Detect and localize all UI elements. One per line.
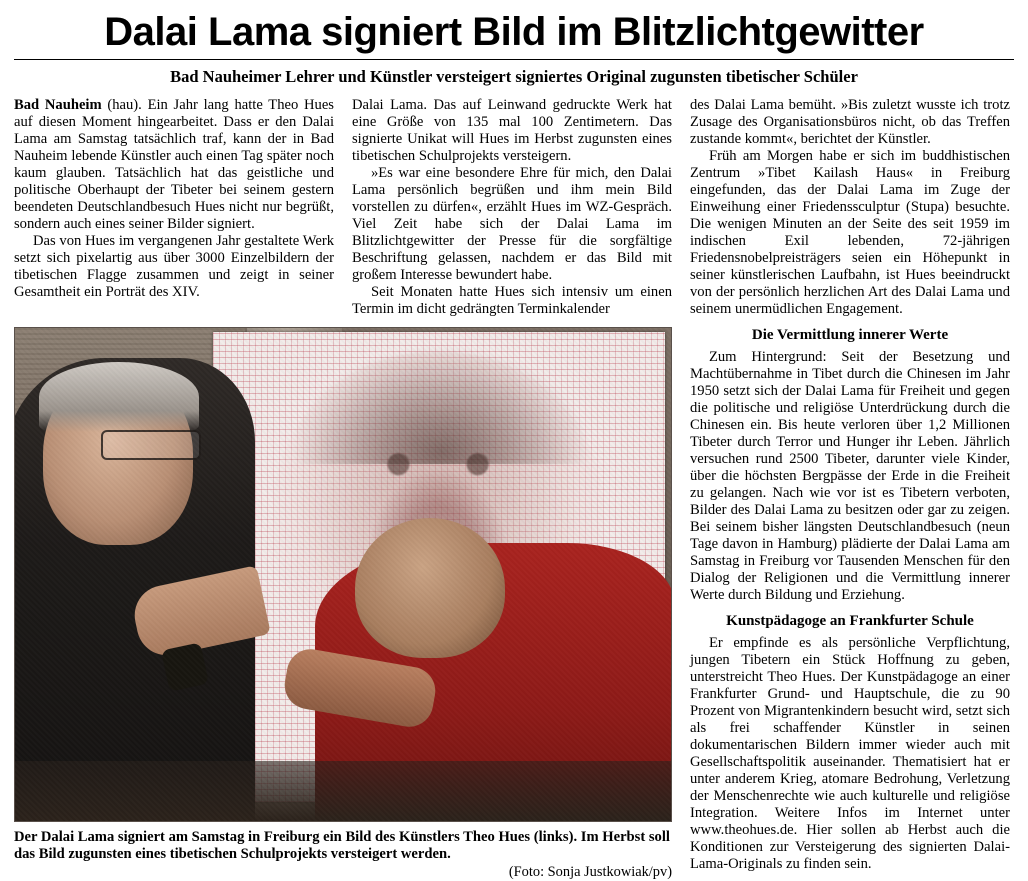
dateline-source: (hau). [107,96,142,113]
left-block [14,97,672,881]
photo-grain [15,328,671,821]
paragraph: Dalai Lama. Das auf Leinwand gedruckte Werk hat eine Größe von 135 mal 100 Zentimetern. Das signierte Unikat will Hues im Herbst zugunsten eines tibetischen Schulprojekts versteigern. [352,96,672,164]
paragraph: Früh am Morgen habe er sich im buddhistischen Zentrum »Tibet Kailash Haus« in Freiburg eingefunden, das der Dalai Lama im Zuge der Einweihung einer Friedenssculptur (Stupa) besuchte. Die wenigen Minuten an der Seite des seit 1959 im indischen Exil lebenden, 72-jährigen Friedensnobelpreisträgers seien ein Höhepunkt in seiner künstlerischen Laufbahn, ist Hues beeindruckt von der persönlich herzlichen Art des Dalai Lama und seinem unermüdlichen Engagement. [690,147,1010,317]
paragraph-text: Ein Jahr lang hatte Theo Hues auf diesen Moment hingearbeitet. Dass er den Dalai Lama am Samstag tatsächlich traf, kann der in Bad Nauheim lebende Künstler auch einen Tag später noch kaum glauben. Tatsächlich hat das geistliche und politische Oberhaupt der Tibeter bei seinem gestern beendeten Deutschlandbesuch Hues nicht nur begrüßt, sondern auch eines seiner Bilder signiert. [14,96,334,232]
photo-caption: Der Dalai Lama signiert am Samstag in Freiburg ein Bild des Künstlers Theo Hues (links). Im Herbst soll das Bild zugunsten eines tibetischen Schulprojekts versteigert werden. [14,828,670,862]
section-heading-2: Kunstpädagoge an Frankfurter Schule [726,613,974,630]
column-1 [14,97,334,318]
subheadline: Bad Nauheimer Lehrer und Künstler versteigert signiertes Original zugunsten tibetischer Schüler [170,66,858,86]
article-photo [14,327,672,822]
header-divider [14,59,1014,60]
dateline-place: Bad Nauheim [14,96,102,113]
page-title: Dalai Lama signiert Bild im Blitzlichtgewitter [104,10,924,54]
article-columns [14,97,1014,881]
section-heading-1: Die Vermittlung innerer Werte [751,326,949,343]
column-2 [352,97,672,318]
photo-credit: (Foto: Sonja Justkowiak/pv) [508,863,672,880]
text-columns-left [14,97,672,318]
paragraph: Seit Monaten hatte Hues sich intensiv um einen Termin im dicht gedrängten Terminkalender [352,283,672,317]
paragraph: Das von Hues im vergangenen Jahr gestaltete Werk setzt sich pixelartig aus über 3000 Einzelbildern der tibetischen Flagge zusammen und zeigt in seiner Gesamtheit ein Porträt des XIV. [14,232,334,300]
paragraph: Er empfinde es als persönliche Verpflichtung, jungen Tibetern ein Stück Hoffnung zu geben, unterstreicht Theo Hues. Der Kunstpädagoge an einer Frankfurter Grund- und Hauptschule, die zu 90 Prozent von Migrantenkindern besucht wird, setzt sich als frei schaffender Künstler in seinen dokumentarischen Bildern immer wieder auch mit Gesellschaftspolitik auseinander. Thematisiert hat er unter anderem Krieg, atomare Bedrohung, Verletzung der Menschenrechte wie auch kulturelle und religiöse Integration. Weitere Infos im Internet unter www.theohues.de. Hier sollen ab Herbst auch die Konditionen zur Versteigerung des signierten Dalai-Lama-Originals zu finden sein. [690,635,1010,873]
paragraph: »Es war eine besondere Ehre für mich, den Dalai Lama persönlich begrüßen und ihm mein Bild vorstellen zu dürfen«, erzählt Hues im WZ-Gespräch. Viel Zeit habe sich der Dalai Lama im Blitzlichtgewitter der Presse für die sorgfältige Beschriftung gelassen, nachdem er das Bild mit großem Interesse bewundert habe. [352,164,672,283]
paragraph [14,97,334,233]
column-3 [690,97,1010,874]
paragraph: des Dalai Lama bemüht. »Bis zuletzt wusste ich trotz Zusage des Organisationsbüros nicht, ob das Treffen zustande kommt«, berichtet der Künstler. [690,96,1010,147]
paragraph: Zum Hintergrund: Seit der Besetzung und Machtübernahme in Tibet durch die Chinesen im Jahr 1950 setzt sich der Dalai Lama für Freiheit und gegen die politische und religiöse Unterdrückung durch die Chinesen ein. Bis heute verloren über 1,2 Millionen Tibeter durch Terror und Hunger ihr Leben. Jährlich versuchen rund 2500 Tibeter, darunter viele Kinder, über die höchsten Bergpässe der Erde in die Freiheit zu gelangen. Nach wie vor ist es Tibetern verboten, Bilder des Dalai Lama zu besitzen oder gar zu zeigen. Bei seinem bisher längsten Deutschlandbesuch (neun Tage davon in Hamburg) plädierte der Dalai Lama am Samstag in Freiburg vor Tausenden Menschen für den Dialog der Religionen und die Vermittlung innerer Werte durch Bildung und Erziehung. [690,349,1010,604]
article-photo-block [14,327,672,881]
